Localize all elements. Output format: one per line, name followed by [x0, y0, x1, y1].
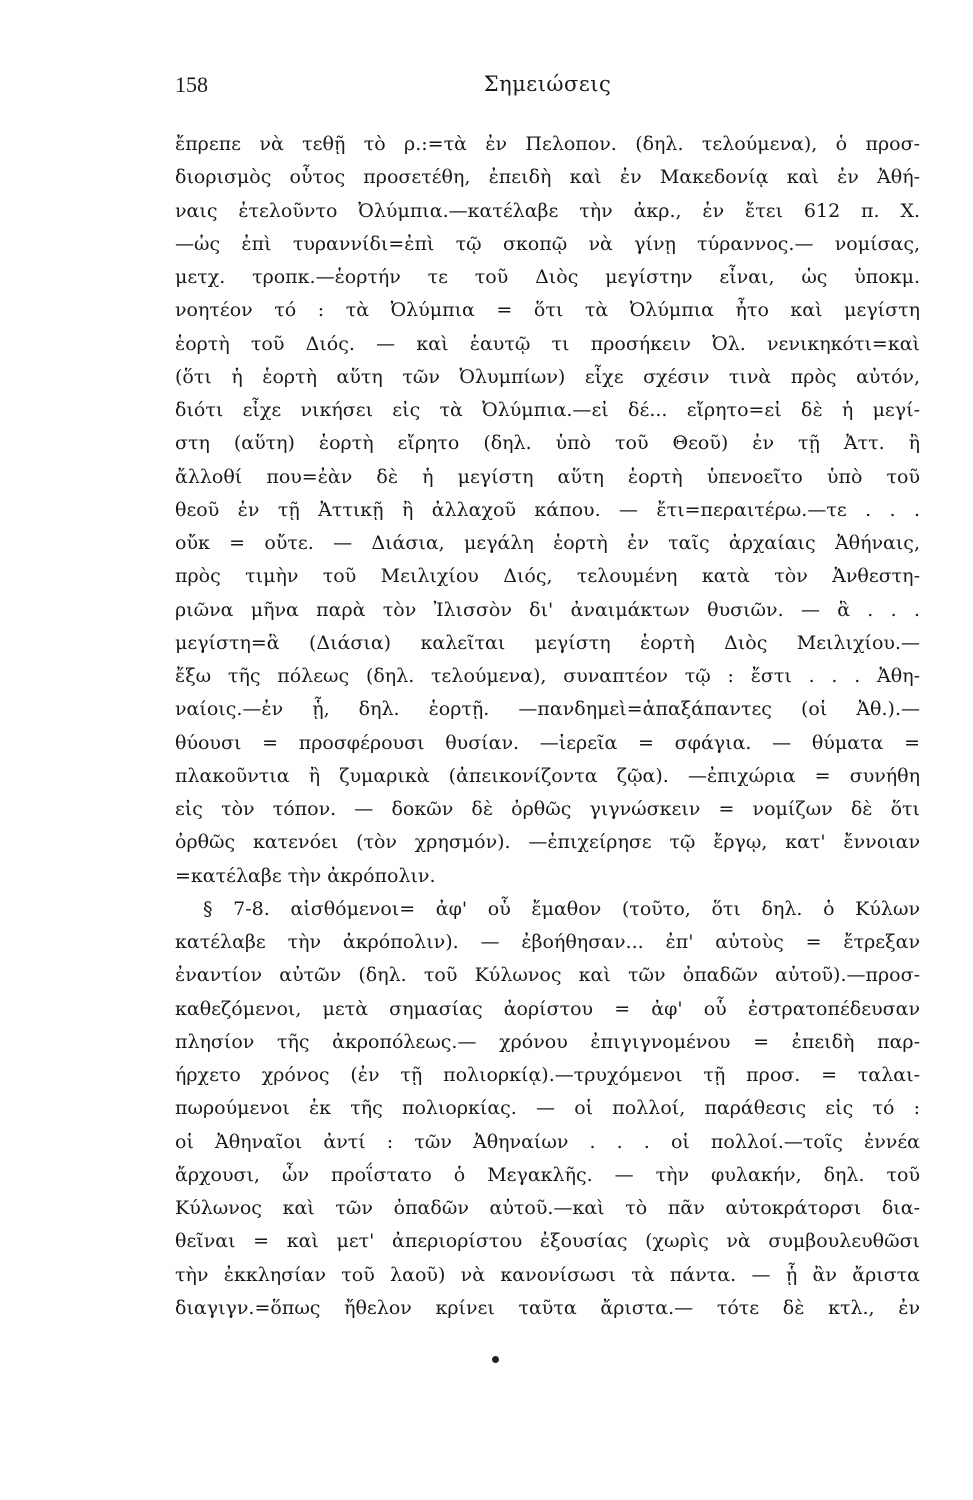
text-line: ὀρθῶς κατενόει (τὸν χρησμόν). —ἐπιχείρησε τῷ ἔργῳ, κατ' ἔννοιαν	[175, 831, 920, 854]
text-line: ριῶνα μῆνα παρὰ τὸν Ἰλισσὸν δι' ἀναιμάκτων θυσιῶν. — ἃ . . .	[175, 598, 920, 621]
text-line: ἄλλοθί που=ἐὰν δὲ ἡ μεγίστη αὕτη ἑορτὴ ὑπενοεῖτο ὑπὸ τοῦ	[175, 465, 920, 488]
text-line: μετχ. τροπκ.—ἑορτήν τε τοῦ Διὸς μεγίστην εἶναι, ὡς ὑποκμ.	[175, 266, 920, 288]
text-line: ἑορτὴ τοῦ Διός. — καὶ ἑαυτῷ τι προσήκειν Ὀλ. νενικηκότι=καὶ	[175, 332, 920, 355]
text-line: οὔκ = οὔτε. — Διάσια, μεγάλη ἑορτὴ ἐν ταῖς ἀρχαίαις Ἀθήναις,	[175, 532, 920, 554]
text-line: (ὅτι ἡ ἑορτὴ αὕτη τῶν Ὀλυμπίων) εἶχε σχέσιν τινὰ πρὸς αὐτόν,	[175, 365, 920, 388]
text-line: πλησίον τῆς ἀκροπόλεως.— χρόνου ἐπιγιγνομένου = ἐπειδὴ παρ-	[175, 1030, 920, 1053]
text-line: πωρούμενοι ἐκ τῆς πολιορκίας. — οἱ πολλοί, παράθεσις εἰς τό :	[175, 1097, 920, 1120]
text-line: διότι εἶχε νικήσει εἰς τὰ Ὀλύμπια.—εἰ δέ... εἴρητο=εἰ δὲ ἡ μεγί-	[175, 399, 920, 421]
text-line: μεγίστη=ἃ (Διάσια) καλεῖται μεγίστη ἑορτὴ Διὸς Μειλιχίου.—	[175, 631, 920, 654]
text-line: ἔξω τῆς πόλεως (δηλ. τελούμενα), συναπτέον τῷ : ἔστι . . . Ἀθη-	[175, 665, 920, 687]
text-line: θεῖναι = καὶ μετ' ἀπεριορίστου ἐξουσίας (χωρὶς νὰ συμβουλευθῶσι	[175, 1230, 920, 1253]
text-line: =κατέλαβε τὴν ἀκρόπολιν.	[175, 864, 436, 887]
text-line: θύουσι = προσφέρουσι θυσίαν. —ἱερεῖα = σφάγια. — θύματα =	[175, 731, 920, 754]
text-line: καθεζόμενοι, μετὰ σημασίας ἀορίστου = ἀφ' οὗ ἐστρατοπέδευσαν	[175, 997, 920, 1020]
running-head: Σημειώσεις	[483, 72, 612, 96]
text-line: οἱ Ἀθηναῖοι ἀντί : τῶν Ἀθηναίων . . . οἱ πολλοί.—τοῖς ἐννέα	[175, 1130, 920, 1153]
text-line: ἄρχουσι, ὧν προΐστατο ὁ Μεγακλῆς. — τὴν φυλακήν, δηλ. τοῦ	[175, 1163, 920, 1186]
page-header	[175, 72, 920, 102]
text-line: τὴν ἐκκλησίαν τοῦ λαοῦ) νὰ κανονίσωσι τὰ πάντα. — ᾗ ἂν ἄριστα	[175, 1263, 920, 1286]
text-line: ἔπρεπε νὰ τεθῇ τὸ ρ.:=τὰ ἐν Πελοπον. (δηλ. τελούμενα), ὁ προσ-	[175, 133, 920, 155]
ink-spot	[492, 1356, 499, 1363]
page-number: 158	[175, 72, 208, 97]
text-line: ήρχετο χρόνος (ἐν τῇ πολιορκίᾳ).—τρυχόμενοι τῇ προσ. = ταλαι-	[175, 1064, 920, 1086]
text-line: θεοῦ ἐν τῇ Ἀττικῇ ἢ ἀλλαχοῦ κάπου. — ἔτι=περαιτέρω.—τε . . .	[175, 498, 920, 521]
notes-body	[175, 128, 920, 1325]
section-start-line: § 7-8. αἰσθόμενοι= ἀφ' οὗ ἔμαθον (τοῦτο, ὅτι δηλ. ὁ Κύλων	[203, 897, 920, 920]
text-line: πλακοῦντια ἢ ζυμαρικὰ (ἀπεικονίζοντα ζῷα). —ἐπιχώρια = συνήθη	[175, 764, 920, 787]
text-line: πρὸς τιμὴν τοῦ Μειλιχίου Διός, τελουμένη κατὰ τὸν Ἀνθεστη-	[175, 565, 920, 588]
text-line: εἰς τὸν τόπον. — δοκῶν δὲ ὀρθῶς γιγνώσκειν = νομίζων δὲ ὅτι	[175, 798, 920, 820]
text-line: διορισμὸς οὗτος προσετέθη, ἐπειδὴ καὶ ἐν Μακεδονίᾳ καὶ ἐν Ἀθή-	[175, 166, 920, 189]
text-line: κατέλαβε τὴν ἀκρόπολιν). — ἐβοήθησαν... ἐπ' αὐτοὺς = ἔτρεξαν	[175, 931, 920, 953]
text-line: στη (αὕτη) ἑορτὴ εἴρητο (δηλ. ὑπὸ τοῦ Θεοῦ) ἐν τῇ Ἀττ. ἢ	[175, 432, 920, 455]
text-line: ναίοις.—ἐν ᾗ, δηλ. ἑορτῇ. —πανδημεὶ=ἁπαξάπαντες (οἱ Ἀθ.).—	[175, 698, 920, 721]
text-line: νοητέον τό : τὰ Ὀλύμπια = ὅτι τὰ Ὀλύμπια ἦτο καὶ μεγίστη	[175, 299, 920, 322]
text-line: —ὡς ἐπὶ τυραννίδι=ἐπὶ τῷ σκοπῷ νὰ γίνῃ τύραννος.— νομίσας,	[175, 232, 920, 255]
text-line: ἐναντίον αὐτῶν (δηλ. τοῦ Κύλωνος καὶ τῶν ὀπαδῶν αὐτοῦ).—προσ-	[175, 964, 920, 987]
text-line: Κύλωνος καὶ τῶν ὀπαδῶν αὐτοῦ.—καὶ τὸ πᾶν αὐτοκράτορσι δια-	[175, 1197, 920, 1219]
text-line: ναις ἐτελοῦντο Ὀλύμπια.—κατέλαβε τὴν ἀκρ., ἐν ἔτει 612 π. Χ.	[175, 199, 920, 222]
text-line: διαγιγν.=ὅπως ἤθελον κρίνει ταῦτα ἄριστα.— τότε δὲ κτλ., ἐν	[175, 1296, 920, 1319]
